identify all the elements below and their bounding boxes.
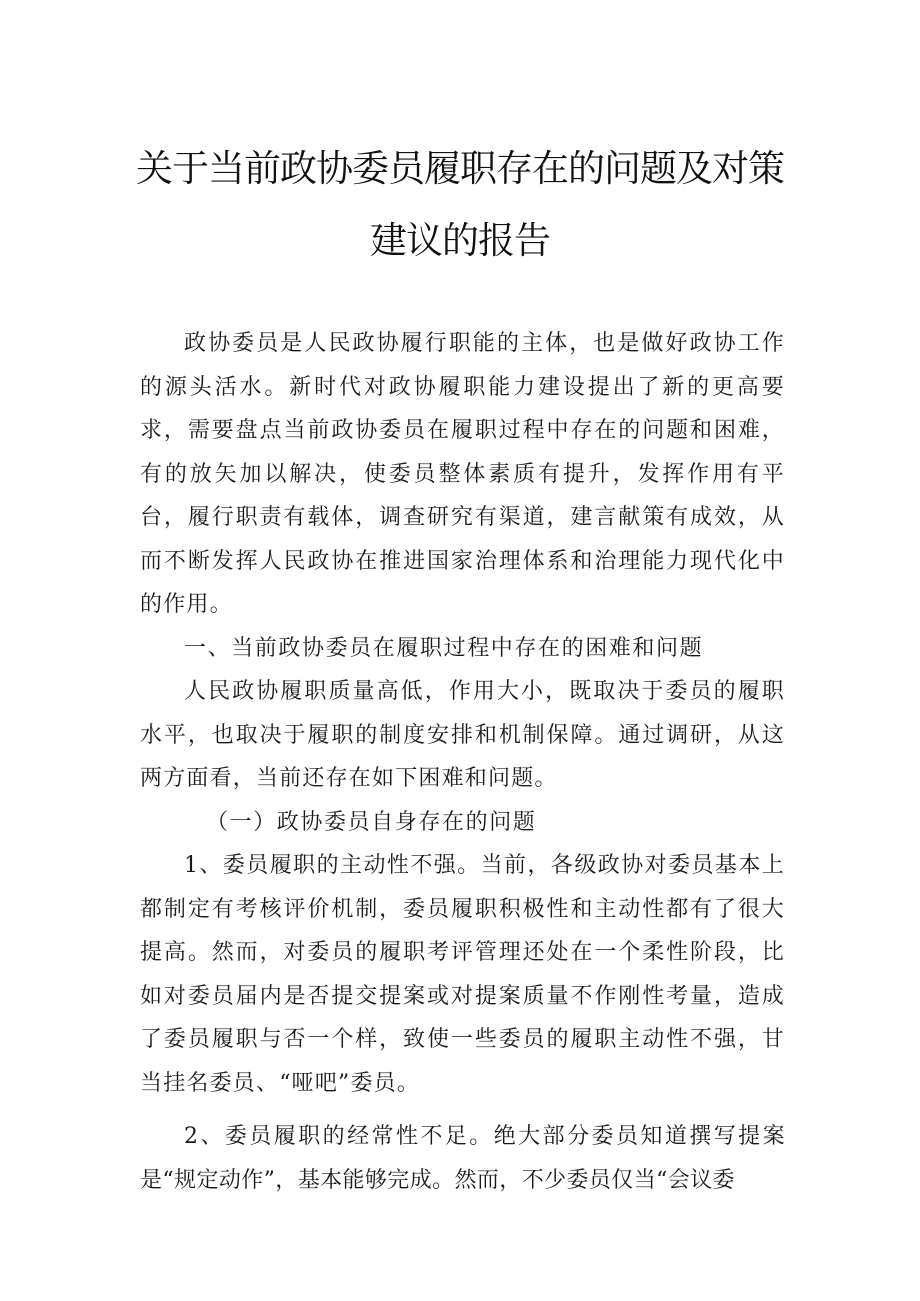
- section-heading: 一、当前政协委员在履职过程中存在的困难和问题: [184, 635, 704, 661]
- intro-paragraph: 政协委员是人民政协履行职能的主体，也是做好政协工作的源头活水。新时代对政协履职能力建设提出了新的更高要求，需要盘点当前政协委员在履职过程中存在的问题和困难，有的放矢加以解决，使委员整体素质有提升，发挥作用有平台，履行职责有载体，调查研究有渠道，建言献策有成效，从而不断发挥人民政协在推进国家治理体系和治理能力现代化中的作用。: [140, 331, 785, 617]
- item-paragraph-1: 1、委员履职的主动性不强。当前，各级政协对委员基本上都制定有考核评价机制，委员履职积极性和主动性都有了很大提高。然而，对委员的履职考评管理还处在一个柔性阶段，比如对委员届内是否提交提案或对提案质量不作刚性考量，造成了委员履职与否一个样，致使一些委员的履职主动性不强，甘当挂名委员、“哑吧”委员。: [140, 853, 785, 1096]
- document-title-line1: 关于当前政协委员履职存在的问题及对策: [136, 147, 784, 190]
- document-title-line2: 建议的报告: [370, 219, 550, 262]
- document-body: [140, 322, 785, 1202]
- item-paragraph-2: 2、委员履职的经常性不足。绝大部分委员知道撰写提案是“规定动作”，基本能够完成。然而，不少委员仅当“会议委: [140, 1124, 785, 1193]
- subsection-heading: （一）政协委员自身存在的问题: [206, 809, 537, 835]
- section-intro-paragraph: 人民政协履职质量高低，作用大小，既取决于委员的履职水平，也取决于履职的制度安排和机制保障。通过调研，从这两方面看，当前还存在如下困难和问题。: [140, 679, 785, 791]
